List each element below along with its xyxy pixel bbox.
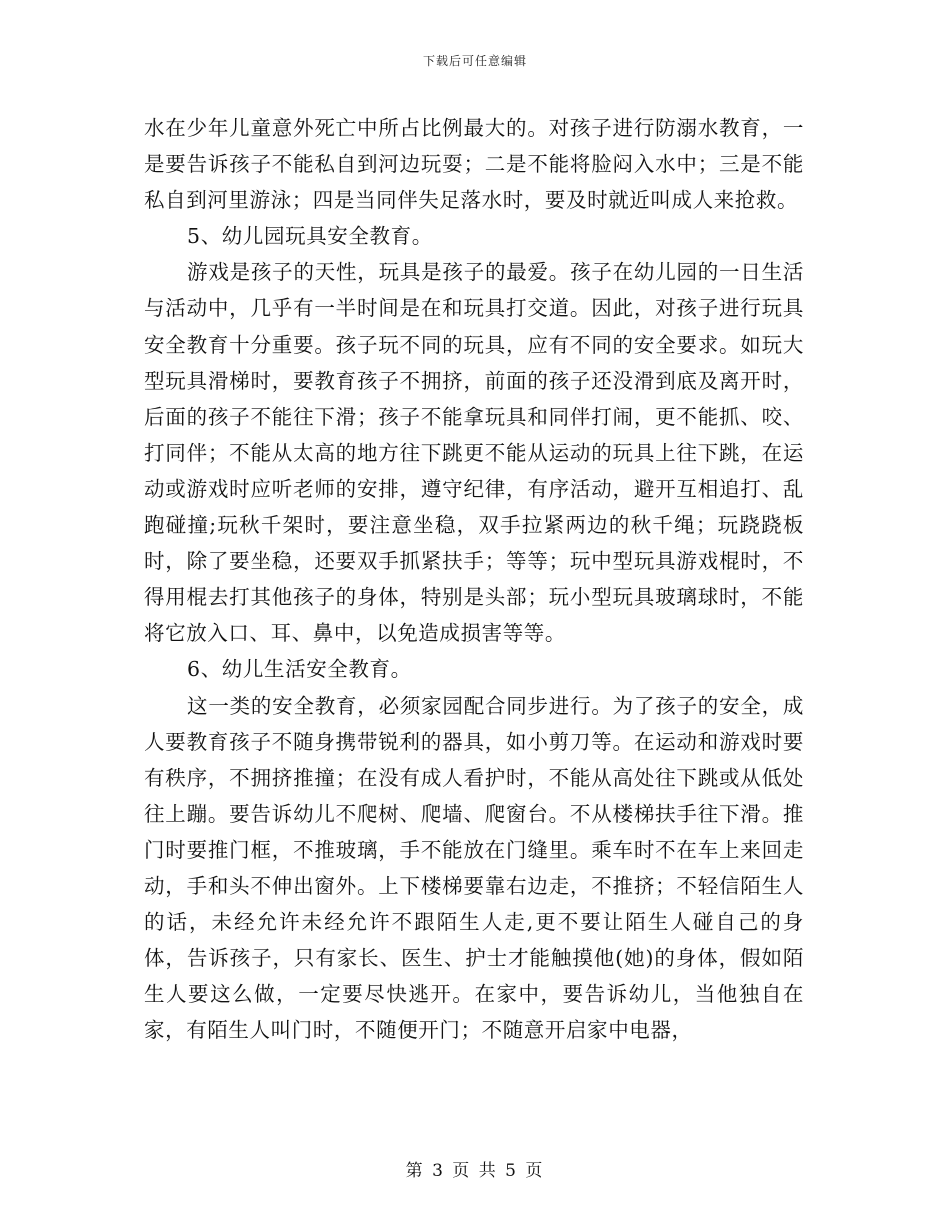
document-body <box>144 110 804 1048</box>
paragraph-toy-safety: 游戏是孩子的天性，玩具是孩子的最爱。孩子在幼儿园的一日生活与活动中，几乎有一半时间是在和玩具打交道。因此，对孩子进行玩具安全教育十分重要。孩子玩不同的玩具，应有不同的安全要求。如玩大型玩具滑梯时，要教育孩子不拥挤，前面的孩子还没滑到底及离开时，后面的孩子不能往下滑；孩子不能拿玩具和同伴打闹，更不能抓、咬、打同伴；不能从太高的地方往下跳更不能从运动的玩具上往下跳，在运动或游戏时应听老师的安排，遵守纪律，有序活动，避开互相追打、乱跑碰撞;玩秋千架时，要注意坐稳，双手拉紧两边的秋千绳；玩跷跷板时，除了要坐稳，还要双手抓紧扶手；等等；玩中型玩具游戏棍时，不得用棍去打其他孩子的身体，特别是头部；玩小型玩具玻璃球时，不能将它放入口、耳、鼻中，以免造成损害等等。 <box>144 260 804 646</box>
section-heading-toy-safety: 5、幼儿园玩具安全教育。 <box>187 224 433 249</box>
paragraph-drowning-continued: 水在少年儿童意外死亡中所占比例最大的。对孩子进行防溺水教育，一是要告诉孩子不能私自到河边玩耍；二是不能将脸闷入水中；三是不能私自到河里游泳；四是当同伴失足落水时，要及时就近叫成人来抢救。 <box>144 116 804 213</box>
paragraph-life-safety: 这一类的安全教育，必须家园配合同步进行。为了孩子的安全，成人要教育孩子不随身携带锐利的器具，如小剪刀等。在运动和游戏时要有秩序，不拥挤推撞；在没有成人看护时，不能从高处往下跳或从低处往上蹦。要告诉幼儿不爬树、爬墙、爬窗台。不从楼梯扶手往下滑。推门时要推门框，不推玻璃，手不能放在门缝里。乘车时不在车上来回走动，手和头不伸出窗外。上下楼梯要靠右边走，不推挤；不轻信陌生人的话，未经允许未经允许不跟陌生人走,更不要让陌生人碰自己的身体，告诉孩子，只有家长、医生、护士才能触摸他(她)的身体，假如陌生人要这么做，一定要尽快逃开。在家中，要告诉幼儿，当他独自在家，有陌生人叫门时，不随便开门；不随意开启家中电器， <box>144 693 804 1043</box>
page-header: 下载后可任意编辑 <box>422 54 527 68</box>
section-heading-life-safety: 6、幼儿生活安全教育。 <box>187 657 412 682</box>
page-number-footer: 第 3 页 共 5 页 <box>405 1161 545 1181</box>
